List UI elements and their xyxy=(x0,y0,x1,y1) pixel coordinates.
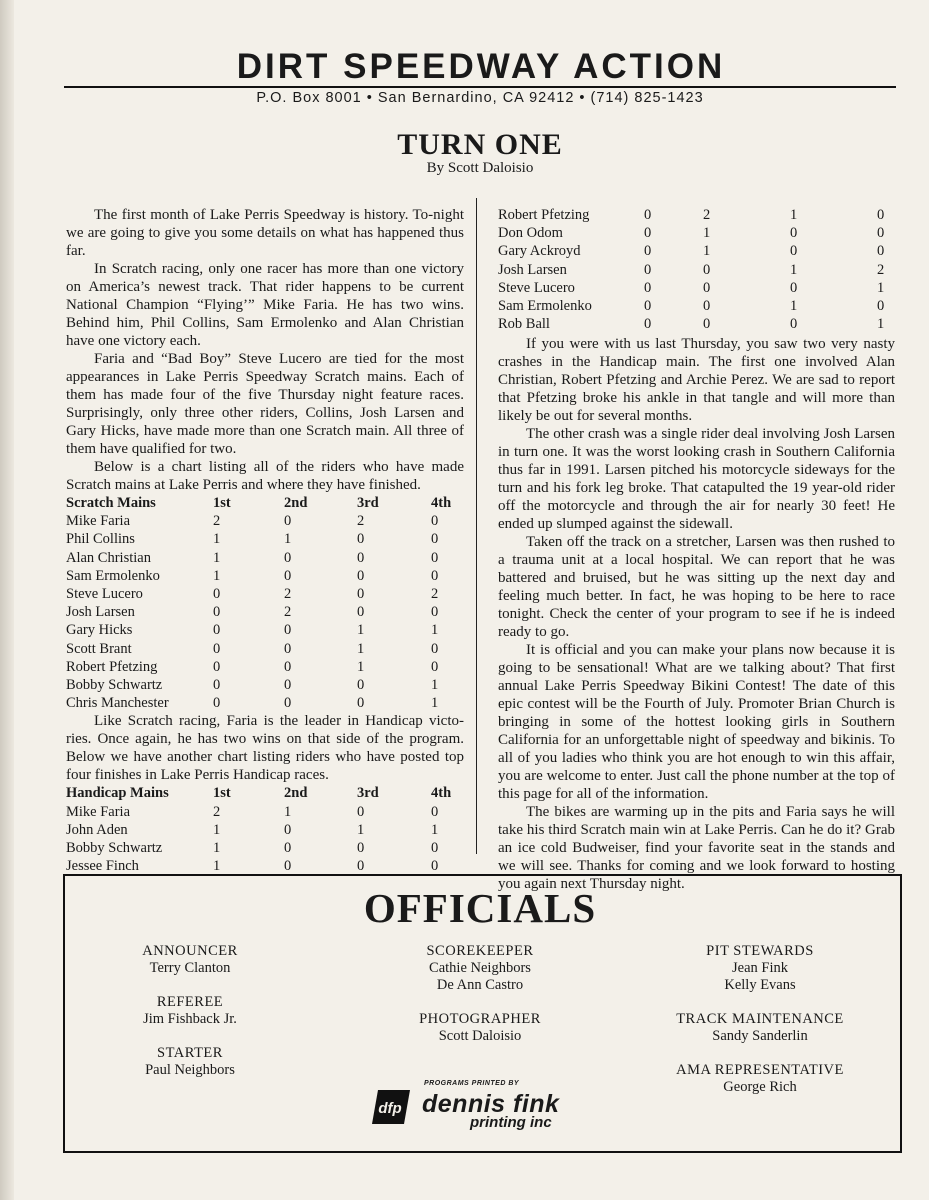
table-cell: 2 xyxy=(284,604,292,621)
role-title: TRACK MAINTENANCE xyxy=(676,1011,844,1027)
table-cell: 0 xyxy=(213,640,221,657)
table-cell: 0 xyxy=(284,858,292,875)
table-cell: 1 xyxy=(790,207,798,223)
table-row xyxy=(66,821,464,839)
svg-text:dfp: dfp xyxy=(378,1100,402,1117)
table-cell: 1 xyxy=(213,567,221,584)
table-cell: 0 xyxy=(357,858,365,875)
table-cell: 0 xyxy=(644,316,652,333)
table-cell: 0 xyxy=(357,840,365,857)
rider-name: Robert Pfetzing xyxy=(66,658,158,675)
official-announcer xyxy=(110,943,270,977)
table-cell: 0 xyxy=(644,243,652,260)
right-column xyxy=(498,206,895,893)
paragraph: The first month of Lake Perris Speedway is history. To-night we are going to give you some details on what has happened thus far. xyxy=(66,207,464,259)
table-cell: 0 xyxy=(284,640,292,657)
table-cell: 0 xyxy=(703,279,711,296)
table-row xyxy=(66,640,464,658)
table-cell: 0 xyxy=(357,586,365,603)
address-line: P.O. Box 8001 • San Bernardino, CA 92412 • (714) 825-1423 xyxy=(256,90,704,106)
rider-name: Sam Ermolenko xyxy=(498,298,592,315)
official-name: Paul Neighbors xyxy=(145,1062,235,1078)
table-cell: 1 xyxy=(213,840,221,857)
table-row xyxy=(498,279,888,297)
table-row xyxy=(66,676,464,694)
table-cell: 0 xyxy=(213,622,221,639)
page-binding-edge xyxy=(0,0,14,1200)
table-cell: 0 xyxy=(431,604,439,621)
table-cell: 0 xyxy=(357,677,365,694)
table-header: 2nd xyxy=(284,495,308,511)
table-cell: 0 xyxy=(877,243,885,260)
table-cell: 0 xyxy=(284,513,292,530)
article-byline: By Scott Daloisio xyxy=(426,160,534,176)
table-row xyxy=(66,803,464,821)
table-row xyxy=(66,603,464,621)
table-cell: 0 xyxy=(213,604,221,621)
table-cell: 0 xyxy=(357,567,365,584)
table-cell: 0 xyxy=(284,821,292,838)
handicap-mains-table-continued xyxy=(498,206,888,333)
table-cell: 1 xyxy=(357,658,365,675)
table-cell: 0 xyxy=(357,695,365,712)
rider-name: Bobby Schwartz xyxy=(66,677,163,694)
masthead: DIRT SPEEDWAY ACTION xyxy=(236,47,726,86)
table-cell: 0 xyxy=(790,316,798,333)
left-column xyxy=(66,206,464,875)
table-header: 3rd xyxy=(357,785,379,802)
official-name: Jim Fishback Jr. xyxy=(143,1011,237,1027)
rider-name: Rob Ball xyxy=(498,316,550,333)
table-row xyxy=(66,512,464,530)
rider-name: Scott Brant xyxy=(66,640,132,657)
table-row xyxy=(66,857,464,875)
rider-name: Sam Ermolenko xyxy=(66,567,160,584)
table-cell: 0 xyxy=(790,279,798,296)
table-row xyxy=(66,530,464,548)
table-cell: 1 xyxy=(703,225,711,242)
rider-name: Don Odom xyxy=(498,225,563,242)
rider-name: Bobby Schwartz xyxy=(66,840,163,857)
table-row xyxy=(498,206,888,224)
official-name: George Rich xyxy=(723,1079,797,1095)
table-cell: 0 xyxy=(431,567,439,584)
handicap-mains-table xyxy=(66,784,464,875)
table-cell: 1 xyxy=(790,261,798,278)
rider-name: Mike Faria xyxy=(66,513,131,530)
table-cell: 0 xyxy=(703,261,711,278)
rider-name: Jessee Finch xyxy=(66,858,139,875)
masthead-rule xyxy=(64,86,896,88)
table-header: 1st xyxy=(213,495,231,511)
paragraph: The bikes are warming up in the pits and Faria says he will take his third Scratch main win at Lake Perris. Can he do it? Grab an ice cold Budweiser, find your favorite seat in the stands and we will see. Thanks for coming and we look forward to hosting you again next Thursday night. xyxy=(498,804,895,893)
printer-name: dennis fink xyxy=(422,1090,560,1118)
table-cell: 0 xyxy=(431,803,439,820)
table-cell: 0 xyxy=(284,658,292,675)
official-name: Scott Daloisio xyxy=(438,1028,522,1044)
table-header: 2nd xyxy=(284,785,308,802)
column-divider xyxy=(476,198,477,854)
officials-title: OFFICIALS xyxy=(363,885,597,931)
table-cell: 0 xyxy=(703,316,711,333)
rider-name: Josh Larsen xyxy=(498,261,567,278)
table-row xyxy=(66,658,464,676)
table-header: 4th xyxy=(431,495,452,511)
table-cell: 0 xyxy=(284,677,292,694)
role-title: STARTER xyxy=(157,1045,223,1061)
rider-name: Steve Lucero xyxy=(498,279,575,296)
official-pit-stewards xyxy=(660,943,860,994)
official-name: De Ann Castro xyxy=(436,977,524,993)
table-cell: 0 xyxy=(431,549,439,566)
paragraph: Below is a chart listing all of the riders who have made Scratch mains at Lake Perris and where they have finished. xyxy=(66,459,464,493)
table-row xyxy=(498,242,888,260)
paragraph: If you were with us last Thursday, you saw two very nasty crashes in the Handicap main. The first one involved Alan Christian, Robert Pfetzing and Archie Perez. We are sad to report that Pfetzing broke his ankle in that tangle and will more than likely be out for several months. xyxy=(498,336,895,425)
rider-name: John Aden xyxy=(66,821,128,838)
role-title: SCOREKEEPER xyxy=(426,943,534,959)
table-cell: 1 xyxy=(213,531,221,548)
table-cell: 0 xyxy=(284,549,292,566)
table-cell: 0 xyxy=(644,298,652,315)
table-cell: 2 xyxy=(431,586,439,603)
table-cell: 0 xyxy=(213,658,221,675)
table-cell: 1 xyxy=(357,821,365,838)
official-name: Terry Clanton xyxy=(149,960,231,976)
rider-name: Mike Faria xyxy=(66,803,131,820)
table-cell: 0 xyxy=(431,840,439,857)
table-cell: 1 xyxy=(431,821,439,838)
table-cell: 1 xyxy=(213,821,221,838)
official-photographer xyxy=(380,1011,580,1045)
official-name: Jean Fink xyxy=(732,960,788,976)
table-cell: 0 xyxy=(357,549,365,566)
table-cell: 0 xyxy=(431,531,439,548)
role-title: PHOTOGRAPHER xyxy=(419,1011,541,1027)
table-cell: 2 xyxy=(284,586,292,603)
table-row xyxy=(66,694,464,712)
table-cell: 1 xyxy=(357,640,365,657)
table-cell: 0 xyxy=(284,622,292,639)
table-cell: 1 xyxy=(877,279,885,296)
table-row xyxy=(66,621,464,639)
table-row xyxy=(66,567,464,585)
table-cell: 0 xyxy=(357,803,365,820)
table-cell: 0 xyxy=(644,225,652,242)
role-title: ANNOUNCER xyxy=(142,943,238,959)
table-cell: 1 xyxy=(213,549,221,566)
table-cell: 0 xyxy=(431,513,439,530)
scratch-mains-table xyxy=(66,494,464,712)
table-cell: 1 xyxy=(431,695,439,712)
table-row xyxy=(66,839,464,857)
table-cell: 0 xyxy=(284,695,292,712)
table-cell: 1 xyxy=(431,677,439,694)
table-cell: 0 xyxy=(357,604,365,621)
official-starter xyxy=(110,1045,270,1079)
table-cell: 0 xyxy=(644,279,652,296)
rider-name: Gary Ackroyd xyxy=(498,243,581,260)
table-header: 1st xyxy=(213,785,231,802)
table-row xyxy=(498,261,888,279)
role-title: PIT STEWARDS xyxy=(706,943,814,959)
table-cell: 1 xyxy=(877,316,885,333)
role-title: AMA REPRESENTATIVE xyxy=(676,1062,844,1078)
table-row xyxy=(498,315,888,333)
official-referee xyxy=(110,994,270,1028)
table-header: Scratch Mains xyxy=(66,495,156,511)
table-cell: 1 xyxy=(284,803,292,820)
role-title: REFEREE xyxy=(156,994,224,1010)
table-cell: 1 xyxy=(431,622,439,639)
rider-name: Phil Collins xyxy=(66,531,135,548)
table-header-row xyxy=(66,494,464,512)
table-cell: 0 xyxy=(644,207,652,223)
table-cell: 0 xyxy=(213,586,221,603)
table-cell: 0 xyxy=(431,640,439,657)
paragraph: Faria and “Bad Boy” Steve Lucero are tied for the most appearances in Lake Perris Speedway Scratch mains. Each of them has made four of the five Thursday night feature races. Surprisingly, only three other riders, Collins, Josh Larsen and Gary Hicks, have made more than one Scratch main. All three of them have qualified for two. xyxy=(66,351,464,457)
paragraph: In Scratch racing, only one racer has more than one victory on America’s newest track. That rider happens to be current National Champion “Flying’” Mike Faria. He has two wins. Behind him, Phil Collins, Sam Ermolenko and Alan Christian have one victory each. xyxy=(66,261,464,349)
table-header: 4th xyxy=(431,785,452,802)
official-name: Cathie Neighbors xyxy=(429,960,531,976)
table-cell: 0 xyxy=(357,531,365,548)
rider-name: Alan Christian xyxy=(66,549,151,566)
table-cell: 2 xyxy=(357,513,365,530)
table-cell: 2 xyxy=(213,513,221,530)
table-cell: 1 xyxy=(703,243,711,260)
table-row xyxy=(66,549,464,567)
table-cell: 1 xyxy=(213,858,221,875)
table-cell: 0 xyxy=(703,298,711,315)
table-cell: 0 xyxy=(877,298,885,315)
table-cell: 0 xyxy=(284,840,292,857)
printer-tagline: PROGRAMS PRINTED BY xyxy=(424,1080,520,1087)
table-cell: 0 xyxy=(213,695,221,712)
table-row xyxy=(498,224,888,242)
table-cell: 0 xyxy=(644,261,652,278)
table-cell: 0 xyxy=(877,225,885,242)
rider-name: Steve Lucero xyxy=(66,586,143,603)
paragraph: It is official and you can make your plans now because it is going to be sensational! What are we talking about? That first annual Lake Perris Speedway Bikini Contest! The date of this epic contest will be the Fourth of July. Promoter Brian Church is bringing in some of the hottest looking girls in Southern California for an unforgettable night of speedway and bikinis. To all of you ladies who think you are hot enough to win this affair, you are welcome to enter. Just call the phone number at the top of this page for all of the information. xyxy=(498,642,895,803)
official-scorekeeper xyxy=(380,943,580,994)
printer-credit xyxy=(366,1078,586,1136)
table-cell: 0 xyxy=(790,225,798,242)
table-cell: 2 xyxy=(877,261,885,278)
table-cell: 0 xyxy=(284,567,292,584)
paragraph: The other crash was a single rider deal involving Josh Larsen in turn one. It was the worst looking crash in Southern California thus far in 1991. Larsen pitched his motorcycle sideways for the turn and his fork leg broke. That catapulted the 19 year-old rider off the motorcycle and through the air for nearly 30 feet! He ended up slumped against the sidewall. xyxy=(498,426,895,533)
table-row xyxy=(498,297,888,315)
table-cell: 1 xyxy=(357,622,365,639)
rider-name: Gary Hicks xyxy=(66,622,133,639)
table-cell: 0 xyxy=(431,858,439,875)
printer-subname: printing inc xyxy=(470,1114,552,1131)
official-name: Sandy Sanderlin xyxy=(712,1028,808,1044)
rider-name: Josh Larsen xyxy=(66,604,135,621)
table-cell: 2 xyxy=(213,803,221,820)
rider-name: Robert Pfetzing xyxy=(498,207,590,223)
table-row xyxy=(66,585,464,603)
official-track-maintenance xyxy=(650,1011,870,1045)
dfp-logo-icon xyxy=(368,1084,412,1128)
table-cell: 1 xyxy=(790,298,798,315)
rider-name: Chris Manchester xyxy=(66,695,169,712)
table-header: 3rd xyxy=(357,495,379,511)
table-cell: 0 xyxy=(431,658,439,675)
table-cell: 1 xyxy=(284,531,292,548)
table-header-row xyxy=(66,784,464,802)
paragraph: Like Scratch racing, Faria is the leader in Handicap victo-ries. Once again, he has two wins on that side of the program. Below we have another chart listing riders who have posted top four finishes in Lake Perris Handicap races. xyxy=(66,713,464,784)
table-header: Handicap Mains xyxy=(66,785,169,802)
table-cell: 2 xyxy=(703,207,711,223)
table-cell: 0 xyxy=(877,207,885,223)
article-headline: TURN ONE xyxy=(397,128,563,161)
official-ama-representative xyxy=(650,1062,870,1096)
official-name: Kelly Evans xyxy=(724,977,796,993)
table-cell: 0 xyxy=(790,243,798,260)
paragraph: Taken off the track on a stretcher, Larsen was then rushed to a trauma unit at a local hospital. We can report that he was battered and bruised, but he was sitting up the next day and feeling much better. In fact, he was hoping to be here to race tonight. Check the center of your program to see if he is indeed ready to go. xyxy=(498,534,895,641)
table-cell: 0 xyxy=(213,677,221,694)
